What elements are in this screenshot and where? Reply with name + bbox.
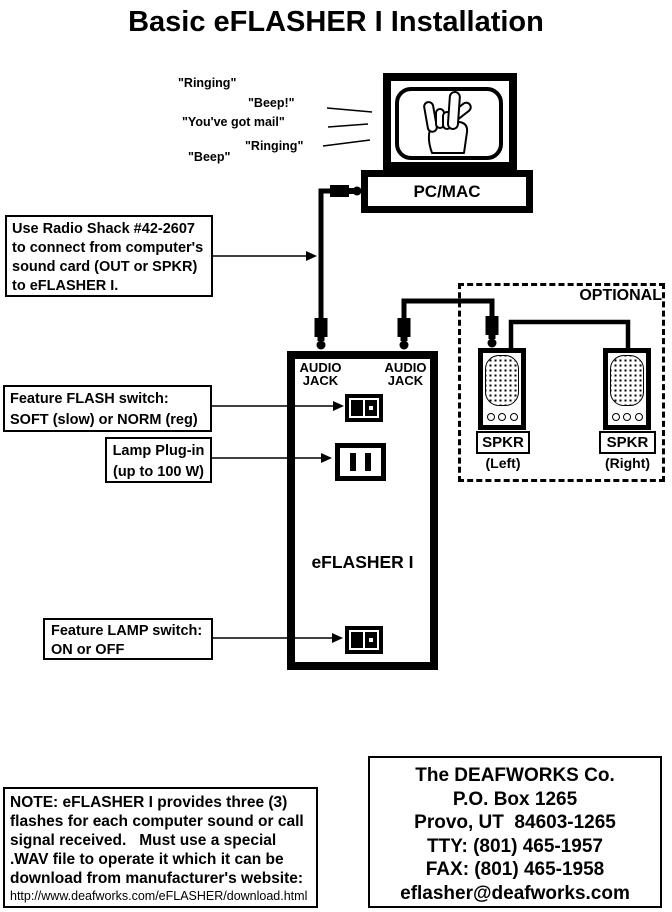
fax-number: FAX: (801) 465-1958	[425, 859, 605, 880]
plug-into-jack2	[398, 318, 411, 350]
plug-into-left-speaker	[486, 316, 499, 348]
speaker-right-tag: SPKR	[599, 431, 656, 454]
page-title: Basic eFLASHER I Installation	[128, 6, 544, 38]
speaker-link-wire	[511, 322, 628, 350]
speaker-left-tag: SPKR	[476, 431, 530, 454]
audio-jack-1-label: AUDIO JACK	[299, 360, 342, 388]
callout-lamp-plugin: Lamp Plug-in (up to 100 W)	[105, 437, 212, 483]
plug-into-jack1	[315, 318, 328, 350]
sound-label-mail: "You've got mail"	[182, 115, 285, 129]
audio-cable-pc	[321, 191, 330, 320]
sound-label-ringing-1: "Ringing"	[178, 76, 237, 90]
callout-arrows	[212, 251, 344, 643]
audio-cable-speaker	[404, 301, 492, 320]
sound-label-beep-2: "Beep"	[188, 150, 231, 164]
pc-mac-label: PC/MAC	[413, 181, 481, 201]
po-box: P.O. Box 1265	[452, 788, 578, 810]
email-address: eflasher@deafworks.com	[400, 882, 630, 904]
audio-jack-2-label: AUDIO JACK	[384, 360, 427, 388]
sound-lines	[323, 108, 372, 146]
optional-label: OPTIONAL	[579, 287, 662, 304]
company-name: The DEAFWORKS Co.	[415, 765, 615, 786]
device-name: eFLASHER I	[311, 552, 414, 572]
callout-radio-shack: Use Radio Shack #42-2607 to connect from computer's sound card (OUT or SPKR) to eFLASHER I.	[5, 215, 213, 297]
plug-into-pcmac	[330, 185, 362, 197]
ily-hand-icon	[423, 89, 483, 155]
sound-label-beep-1: "Beep!"	[248, 96, 295, 110]
note-box: NOTE: eFLASHER I provides three (3) flashes for each computer sound or call signal received. Must use a special .WAV file to operate it which it can be download from manufacturer's website: http://www.deafworks.com/eFLASHER/download.html	[3, 787, 318, 908]
tty-number: TTY: (801) 465-1957	[426, 835, 603, 857]
download-url: http://www.deafworks.com/eFLASHER/download.html	[10, 889, 308, 903]
city-state-zip: Provo, UT 84603-1265	[414, 812, 616, 833]
speaker-right-pos: (Right)	[604, 455, 651, 471]
speaker-left-pos: (Left)	[485, 455, 521, 471]
sound-label-ringing-2: "Ringing"	[245, 139, 304, 153]
callout-flash-switch: Feature FLASH switch: SOFT (slow) or NORM (reg)	[3, 385, 212, 432]
callout-lamp-switch: Feature LAMP switch: ON or OFF	[43, 618, 213, 660]
